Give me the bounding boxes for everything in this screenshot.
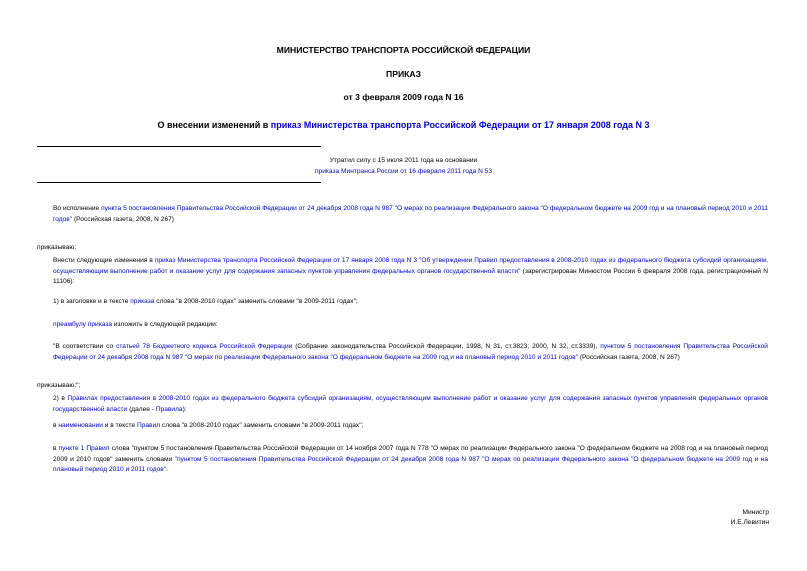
budget-code-link[interactable]: статьей 78 Бюджетного кодекса Российской Федерации (116, 343, 293, 350)
intro-paragraph (53, 204, 768, 225)
rules-point-1-link[interactable]: пункте 1 Правил (58, 445, 110, 452)
item-2b-end-text: . (166, 466, 168, 473)
item-2b-old-wording: слова "пунктом 5 постановления Правительства Российской Федерации от 14 ноября 2007 года N 778 "О мерах по реализации Федерального закона "О федеральном бюджете на 2008 год и на плановый период 2009 и 2010 годов" (53, 445, 768, 463)
item-2-tail-text: ): (182, 405, 187, 413)
item-2b-replace-text: заменить словами (112, 455, 175, 463)
document-title (0, 120, 807, 130)
amend-order-link[interactable]: приказ Министерства транспорта Российской Федерации от 17 января 2008 года N 3 "Об утверждении Правил предоставления в 2008-2010 годах из федерального бюджета субсидий организациям, осуществляющим выполнение работ и оказание услуг для содержания запасных пунктов управления федеральных органов государственной власти" (53, 257, 768, 275)
rules-text-link[interactable]: Правил (136, 422, 161, 429)
title-section-link[interactable]: наименовании (58, 422, 103, 429)
status-note-line: Утратил силу с 15 июля 2011 года на основании (329, 157, 478, 164)
bottom-divider (37, 182, 321, 183)
preamble-paragraph (53, 320, 768, 331)
item-1-rest-text: слова "в 2008-2010 годах" заменить словами "в 2009-2011 годах"; (154, 298, 358, 305)
repeal-order-link[interactable]: приказа Минтранса России от 16 февраля 2011 года N 53 (314, 168, 493, 175)
order-word-quoted: приказываю:"; (37, 382, 81, 389)
rules-link[interactable]: Правилах предоставления в 2008-2010 годах из федерального бюджета субсидий организациям, осуществляющим выполнение работ и оказание услуг для содержания запасных пунктов управления федеральных органов государственной власти (53, 395, 768, 413)
new-wording-decree-link[interactable]: "пунктом 5 постановления Правительства Российской Федерации от 24 декабря 2008 года N 987 "О мерах по реализации Федерального закона "О федеральном бюджете на 2009 год и на плановый период 2010 и 2011 годов" (53, 455, 768, 473)
quote-text: "В соответствии со (53, 343, 117, 350)
item-1-text: 1) в заголовке и в тексте (53, 298, 131, 305)
title-prefix: О внесении изменений в (157, 120, 271, 130)
item-2-paragraph (53, 394, 768, 415)
doc-type-heading: ПРИКАЗ (386, 69, 421, 79)
top-divider (37, 146, 321, 147)
item-2b-paragraph (53, 444, 768, 476)
title-order-link[interactable]: приказ Министерства транспорта Российской Федерации от 17 января 2008 года N 3 (270, 120, 650, 130)
quote-source-text: (Собрание законодательства Российской Федерации, 1998, N 31, ст.3823; 2000, N 32, ст.3339), (292, 343, 601, 350)
rules-short-link[interactable]: Правила (155, 405, 183, 413)
amend-registration-text: (зарегистрирован Минюстом России 6 февраля 2008 года, регистрационный N 11106): (53, 267, 768, 285)
signatory-position: Министр (742, 509, 769, 516)
item-1-order-link[interactable]: приказа (130, 298, 155, 305)
item-2a-text: в (53, 422, 59, 429)
preamble-text: изложить в следующей редакции: (112, 321, 218, 328)
intro-source-text: (Российская газета, 2008, N 267) (72, 215, 174, 223)
item-1-paragraph (53, 297, 768, 308)
item-2a-mid-text: и в тексте (102, 422, 137, 429)
status-note-link-line (0, 168, 807, 175)
item-2-mid-text: (далее - (127, 405, 156, 413)
ministry-heading: МИНИСТЕРСТВО ТРАНСПОРТА РОССИЙСКОЙ ФЕДЕРАЦИИ (276, 45, 531, 55)
signature-block (731, 508, 769, 528)
quote-decree-link[interactable]: пунктом 5 постановления Правительства Российской Федерации от 24 декабря 2008 года N 987 "О мерах по реализации Федерального закона "О федеральном бюджете на 2009 год и на плановый период 2010 и 2011 годов" (53, 343, 768, 361)
item-2a-paragraph (53, 421, 768, 432)
amend-text: Внести следующие изменения в (53, 257, 155, 264)
intro-text: Во исполнение (53, 205, 102, 212)
quote-tail-text: (Российская газета, 2008, N 267) (578, 353, 680, 361)
item-2a-tail-text: слова "в 2008-2010 годах" заменить словами "в 2009-2011 годах"; (160, 422, 364, 429)
signatory-name: И.Е.Левитин (730, 519, 769, 526)
item-2-text: 2) в (53, 395, 68, 402)
intro-decree-link[interactable]: пункта 5 постановления Правительства Российской Федерации от 24 декабря 2008 года N 987 "О мерах по реализации Федерального закона "О федеральном бюджете на 2009 год и на плановый период 2010 и 2011 годов" (53, 205, 769, 223)
order-word: приказываю: (37, 244, 77, 251)
item-2b-text: в (53, 445, 59, 452)
preamble-link[interactable]: преамбулу приказа (53, 321, 113, 328)
amend-paragraph (53, 256, 768, 288)
date-number-heading: от 3 февраля 2009 года N 16 (343, 92, 464, 102)
quote-paragraph (53, 342, 768, 363)
